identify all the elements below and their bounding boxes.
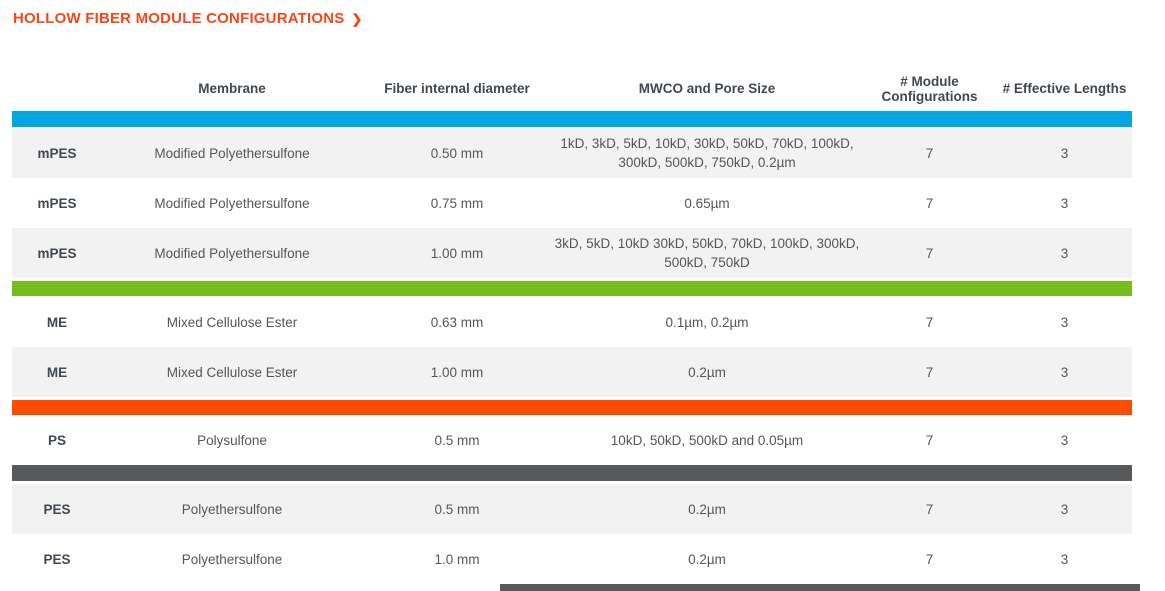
fiber-diameter-cell: 0.5 mm	[434, 501, 480, 517]
page-title-link[interactable]	[13, 8, 363, 29]
module-configurations-cell: 7	[925, 195, 934, 211]
effective-lengths-cell: 3	[1060, 364, 1069, 380]
mwco-pore-size-cell: 0.2µm	[688, 364, 726, 380]
table-row	[12, 347, 1132, 397]
effective-lengths-cell: 3	[1060, 195, 1069, 211]
mwco-pore-size-cell: 0.1µm, 0.2µm	[665, 314, 749, 330]
membrane-name-cell: Mixed Cellulose Ester	[166, 364, 298, 380]
effective-lengths-cell: 3	[1060, 551, 1069, 567]
horizontal-scrollbar-thumb[interactable]	[500, 584, 1140, 591]
membrane-name-cell: Modified Polyethersulfone	[154, 145, 310, 161]
table-row	[12, 178, 1132, 228]
table-row	[12, 484, 1132, 534]
membrane-name-cell: Polysulfone	[197, 432, 267, 448]
table-row	[12, 228, 1132, 278]
column-header-diameter: Fiber internal diameter	[384, 81, 530, 96]
mwco-pore-size-cell: 10kD, 50kD, 500kD and 0.05µm	[610, 432, 804, 448]
mwco-pore-size-cell: 3kD, 5kD, 10kD 30kD, 50kD, 70kD, 100kD, 300kD, 500kD, 750kD	[554, 236, 860, 270]
module-configurations-cell: 7	[925, 314, 934, 330]
membrane-abbr-cell: mPES	[37, 195, 77, 211]
module-configurations-cell: 7	[925, 245, 934, 261]
configurations-table	[12, 66, 1132, 584]
fiber-diameter-cell: 1.00 mm	[430, 245, 484, 261]
membrane-abbr-cell: ME	[46, 314, 68, 330]
membrane-name-cell: Modified Polyethersulfone	[154, 195, 310, 211]
membrane-abbr-cell: PES	[43, 551, 71, 567]
membrane-abbr-cell: mPES	[37, 245, 77, 261]
column-header-membrane: Membrane	[198, 81, 266, 96]
mwco-pore-size-cell: 1kD, 3kD, 5kD, 10kD, 30kD, 50kD, 70kD, 100kD, 300kD, 500kD, 750kD, 0.2µm	[560, 136, 854, 170]
section-divider-mpes	[12, 111, 1132, 127]
section-divider-me	[12, 281, 1132, 296]
effective-lengths-cell: 3	[1060, 145, 1069, 161]
chevron-right-icon: ❯	[351, 11, 363, 26]
effective-lengths-cell: 3	[1060, 245, 1069, 261]
section-divider-ps	[12, 400, 1132, 415]
membrane-name-cell: Polyethersulfone	[181, 501, 283, 517]
fiber-diameter-cell: 0.50 mm	[430, 145, 484, 161]
fiber-diameter-cell: 1.0 mm	[434, 551, 480, 567]
effective-lengths-cell: 3	[1060, 314, 1069, 330]
fiber-diameter-cell: 0.5 mm	[434, 432, 480, 448]
module-configurations-cell: 7	[925, 145, 934, 161]
table-row	[12, 297, 1132, 347]
column-header-effective-lengths: # Effective Lengths	[1002, 81, 1127, 96]
membrane-abbr-cell: PS	[47, 432, 66, 448]
table-row	[12, 534, 1132, 584]
fiber-diameter-cell: 0.75 mm	[430, 195, 484, 211]
column-header-module-configurations: # Module Configurations	[881, 73, 978, 104]
membrane-name-cell: Polyethersulfone	[181, 551, 283, 567]
module-configurations-cell: 7	[925, 364, 934, 380]
section-divider-pes	[12, 465, 1132, 481]
fiber-diameter-cell: 1.00 mm	[430, 364, 484, 380]
table-header-row	[12, 66, 1132, 111]
table-row	[12, 128, 1132, 178]
page-title: HOLLOW FIBER MODULE CONFIGURATIONS	[13, 10, 345, 27]
membrane-name-cell: Modified Polyethersulfone	[154, 245, 310, 261]
membrane-abbr-cell: PES	[43, 501, 71, 517]
mwco-pore-size-cell: 0.2µm	[688, 501, 726, 517]
fiber-diameter-cell: 0.63 mm	[430, 314, 484, 330]
module-configurations-cell: 7	[925, 551, 934, 567]
mwco-pore-size-cell: 0.2µm	[688, 551, 726, 567]
module-configurations-cell: 7	[925, 501, 934, 517]
column-header-mwco: MWCO and Pore Size	[638, 81, 776, 96]
table-row	[12, 415, 1132, 465]
module-configurations-cell: 7	[925, 432, 934, 448]
membrane-abbr-cell: mPES	[37, 145, 77, 161]
mwco-pore-size-cell: 0.65µm	[684, 195, 730, 211]
effective-lengths-cell: 3	[1060, 432, 1069, 448]
effective-lengths-cell: 3	[1060, 501, 1069, 517]
membrane-name-cell: Mixed Cellulose Ester	[166, 314, 298, 330]
membrane-abbr-cell: ME	[46, 364, 68, 380]
